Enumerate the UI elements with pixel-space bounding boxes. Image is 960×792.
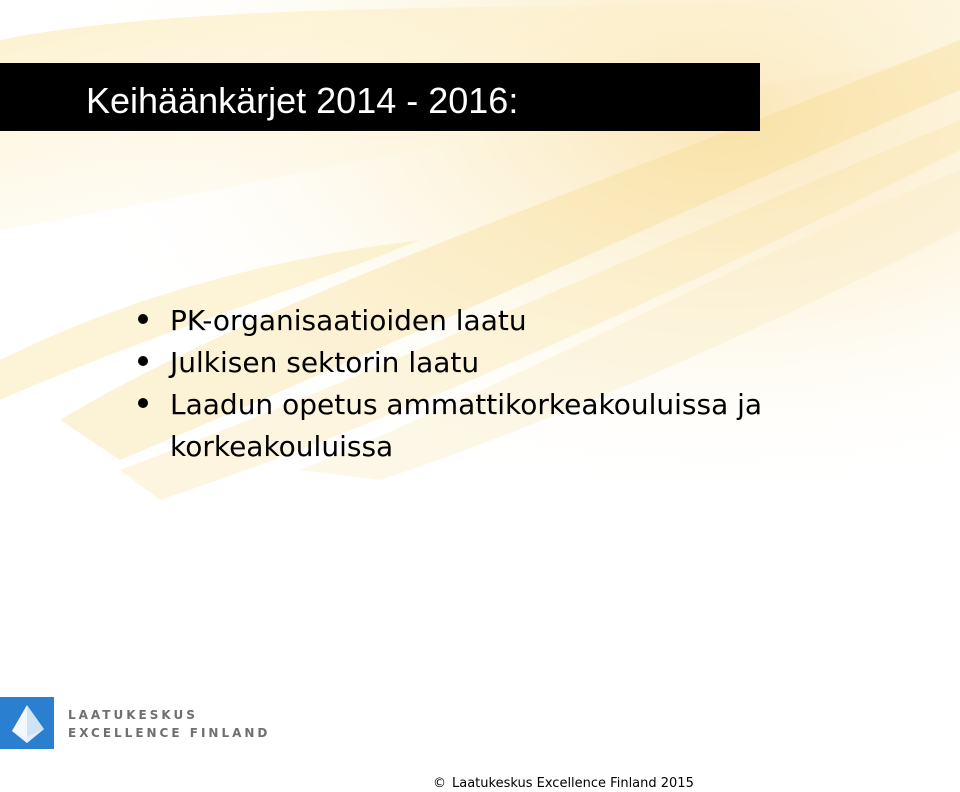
bullet-item (134, 342, 894, 384)
bullet-text: PK-organisaatioiden laatu (170, 304, 527, 337)
logo-line-1: LAATUKESKUS (68, 708, 198, 722)
slide-title: Keihäänkärjet 2014 - 2016: (86, 80, 519, 121)
bullet-item (134, 384, 894, 468)
bullet-list (134, 300, 894, 468)
bullet-item (134, 300, 894, 342)
bullet-text: Julkisen sektorin laatu (170, 346, 480, 379)
bullet-dot-icon (138, 356, 148, 366)
copyright-icon: © (433, 776, 446, 791)
footer-text: Laatukeskus Excellence Finland 2015 (452, 776, 694, 791)
bullet-text: Laadun opetus ammattikorkeakouluissa ja korkeakouluissa (170, 388, 763, 463)
logo-line-2: EXCELLENCE FINLAND (68, 726, 271, 740)
bullet-dot-icon (138, 398, 148, 408)
logo-wordmark (68, 706, 270, 742)
pyramid-logo-icon (0, 697, 54, 749)
bullet-dot-icon (138, 314, 148, 324)
footer-copyright (433, 776, 694, 792)
